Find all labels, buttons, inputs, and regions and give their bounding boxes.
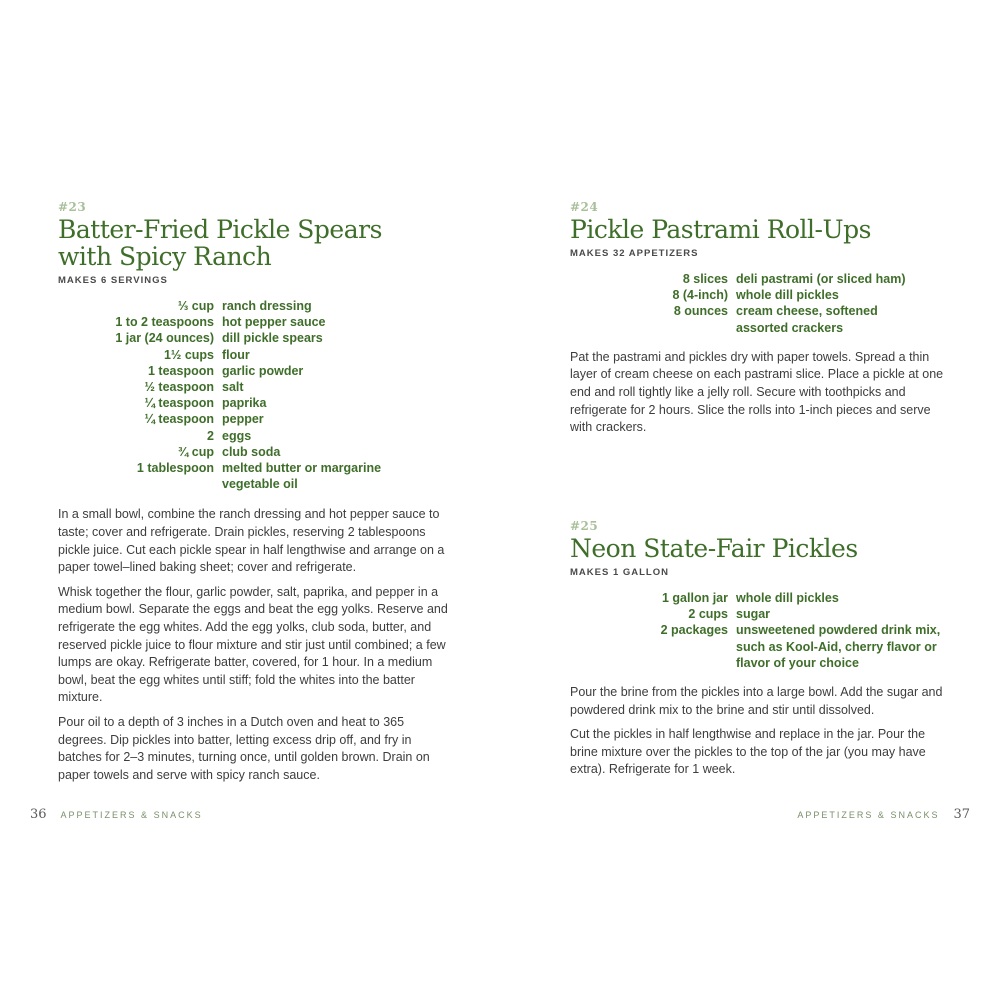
ingredient-quantity: ¼ teaspoon [144, 412, 214, 427]
ingredient-item: unsweetened powdered drink mix, such as Kool-Aid, cherry flavor or flavor of your choice [736, 623, 941, 670]
ingredient-row [570, 590, 950, 606]
ingredient-quantity [58, 476, 222, 492]
recipe-yield: MAKES 32 APPETIZERS [570, 248, 699, 259]
ingredient-item: hot pepper sauce [222, 315, 326, 330]
recipe-title-line-1: Batter-Fried Pickle Spears [58, 215, 382, 244]
ingredient-row [570, 271, 950, 287]
recipe-title-line-2: with Spicy Ranch [58, 242, 272, 271]
ingredient-item: pepper [222, 412, 264, 427]
ingredient-row [570, 606, 950, 622]
ingredient-quantity: 2 packages [660, 623, 728, 638]
ingredient-item: deli pastrami (or sliced ham) [736, 272, 906, 286]
ingredient-quantity [570, 320, 736, 336]
ingredient-item: garlic powder [222, 363, 304, 378]
ingredient-row [58, 476, 448, 492]
ingredient-quantity: 1 teaspoon [148, 363, 214, 378]
ingredient-item: whole dill pickles [736, 288, 839, 303]
left-page-footer [30, 807, 203, 823]
ingredient-quantity: 8 (4-inch) [672, 288, 728, 303]
recipe-25 [570, 519, 950, 779]
ingredient-quantity: 1 gallon jar [662, 591, 728, 605]
ingredient-quantity: 8 ounces [673, 304, 728, 319]
ingredient-item: vegetable oil [222, 477, 298, 492]
ingredient-row [58, 411, 448, 427]
ingredient-row [570, 320, 950, 336]
ingredient-quantity: ¾ cup [177, 444, 214, 459]
ingredient-quantity: 1½ cups [163, 347, 214, 362]
ingredient-row [58, 379, 448, 395]
ingredient-quantity: 2 [207, 428, 214, 443]
recipe-yield: MAKES 1 GALLON [570, 567, 669, 578]
method-paragraph: Pour oil to a depth of 3 inches in a Dutch oven and heat to 365 degrees. Dip pickles into batter, letting excess drip off, and fry in batches for 2–3 minutes, turning once, until golden brown. Drain on paper towels and serve with spicy ranch sauce. [58, 714, 430, 782]
method-paragraph: Whisk together the flour, garlic powder, salt, paprika, and pepper in a medium bowl. Separate the eggs and beat the egg yolks. Reserve and refrigerate the egg whites. Add the egg yolks, club soda, butter, and reserved pickle juice to flour mixture and stir just until combined; a few lumps are okay. Refrigerate batter, covered, for 1 hour. In a medium bowl, beat the egg whites until stiff; fold the whites into the batter mixture. [58, 584, 448, 705]
ingredient-row [58, 330, 448, 346]
ingredient-quantity: ¼ teaspoon [144, 396, 214, 411]
method-paragraph: In a small bowl, combine the ranch dressing and hot pepper sauce to taste; cover and refrigerate. Drain pickles, reserving 2 tablespoons pickle juice. Cut each pickle spear in half lengthwise and arrange on a paper towel–lined baking sheet; cover and refrigerate. [58, 507, 445, 575]
ingredient-row [58, 460, 448, 476]
method-paragraph: Cut the pickles in half lengthwise and replace in the jar. Pour the brine mixture over the pickles to the top of the jar (you may have extra). Refrigerate for 1 week. [570, 727, 926, 777]
ingredient-item: cream cheese, softened [736, 304, 878, 319]
recipe-number: #23 [58, 200, 87, 214]
recipe-24 [570, 200, 950, 437]
ingredient-quantity: ½ teaspoon [144, 380, 214, 395]
ingredient-item: paprika [222, 396, 267, 411]
ingredient-item: ranch dressing [222, 299, 312, 313]
ingredient-quantity: 1 to 2 teaspoons [115, 315, 214, 330]
recipe-title [58, 216, 448, 270]
ingredient-quantity: 1 jar (24 ounces) [115, 331, 214, 346]
ingredient-row [58, 298, 448, 314]
recipe-yield: MAKES 6 SERVINGS [58, 275, 168, 286]
ingredient-list [570, 271, 950, 336]
ingredient-item: sugar [736, 607, 771, 622]
section-name: APPETIZERS & SNACKS [60, 810, 203, 820]
ingredient-row [58, 347, 448, 363]
ingredient-item: dill pickle spears [222, 331, 323, 346]
ingredient-row [570, 622, 950, 671]
recipe-title: Neon State-Fair Pickles [570, 534, 858, 563]
ingredient-row [570, 303, 950, 319]
section-name: APPETIZERS & SNACKS [797, 810, 940, 820]
recipe-23 [58, 200, 448, 784]
ingredient-row [58, 363, 448, 379]
page-number: 36 [30, 807, 47, 822]
method-paragraph: Pat the pastrami and pickles dry with paper towels. Spread a thin layer of cream cheese on each pastrami slice. Place a pickle at one end and roll tightly like a jelly roll. Secure with toothpicks and refrigerate for 2 hours. Slice the rolls into 1-inch pieces and serve with crackers. [570, 349, 944, 435]
ingredient-row [58, 428, 448, 444]
ingredient-item: flour [222, 347, 250, 362]
ingredient-quantity: 8 slices [682, 272, 728, 286]
ingredient-quantity: 2 cups [688, 607, 728, 622]
ingredient-row [58, 395, 448, 411]
ingredient-row [570, 287, 950, 303]
right-page-footer [797, 807, 970, 823]
ingredient-list [570, 590, 950, 671]
recipe-number: #25 [570, 519, 599, 533]
ingredient-row [58, 314, 448, 330]
method-paragraph: Pour the brine from the pickles into a large bowl. Add the sugar and powdered drink mix to the brine and stir until dissolved. [570, 685, 943, 717]
ingredient-quantity: 1 tablespoon [136, 461, 214, 476]
ingredient-item: salt [222, 380, 244, 395]
page-number: 37 [953, 807, 970, 822]
ingredient-item: melted butter or margarine [222, 461, 382, 476]
ingredient-item: club soda [222, 444, 281, 459]
ingredient-item: assorted crackers [736, 320, 844, 335]
ingredient-quantity: ⅓ cup [177, 299, 214, 313]
ingredient-item: whole dill pickles [736, 591, 839, 605]
recipe-number: #24 [570, 200, 599, 214]
recipe-title: Pickle Pastrami Roll-Ups [570, 215, 871, 244]
ingredient-item: eggs [222, 428, 252, 443]
ingredient-row [58, 444, 448, 460]
ingredient-list [58, 298, 448, 492]
